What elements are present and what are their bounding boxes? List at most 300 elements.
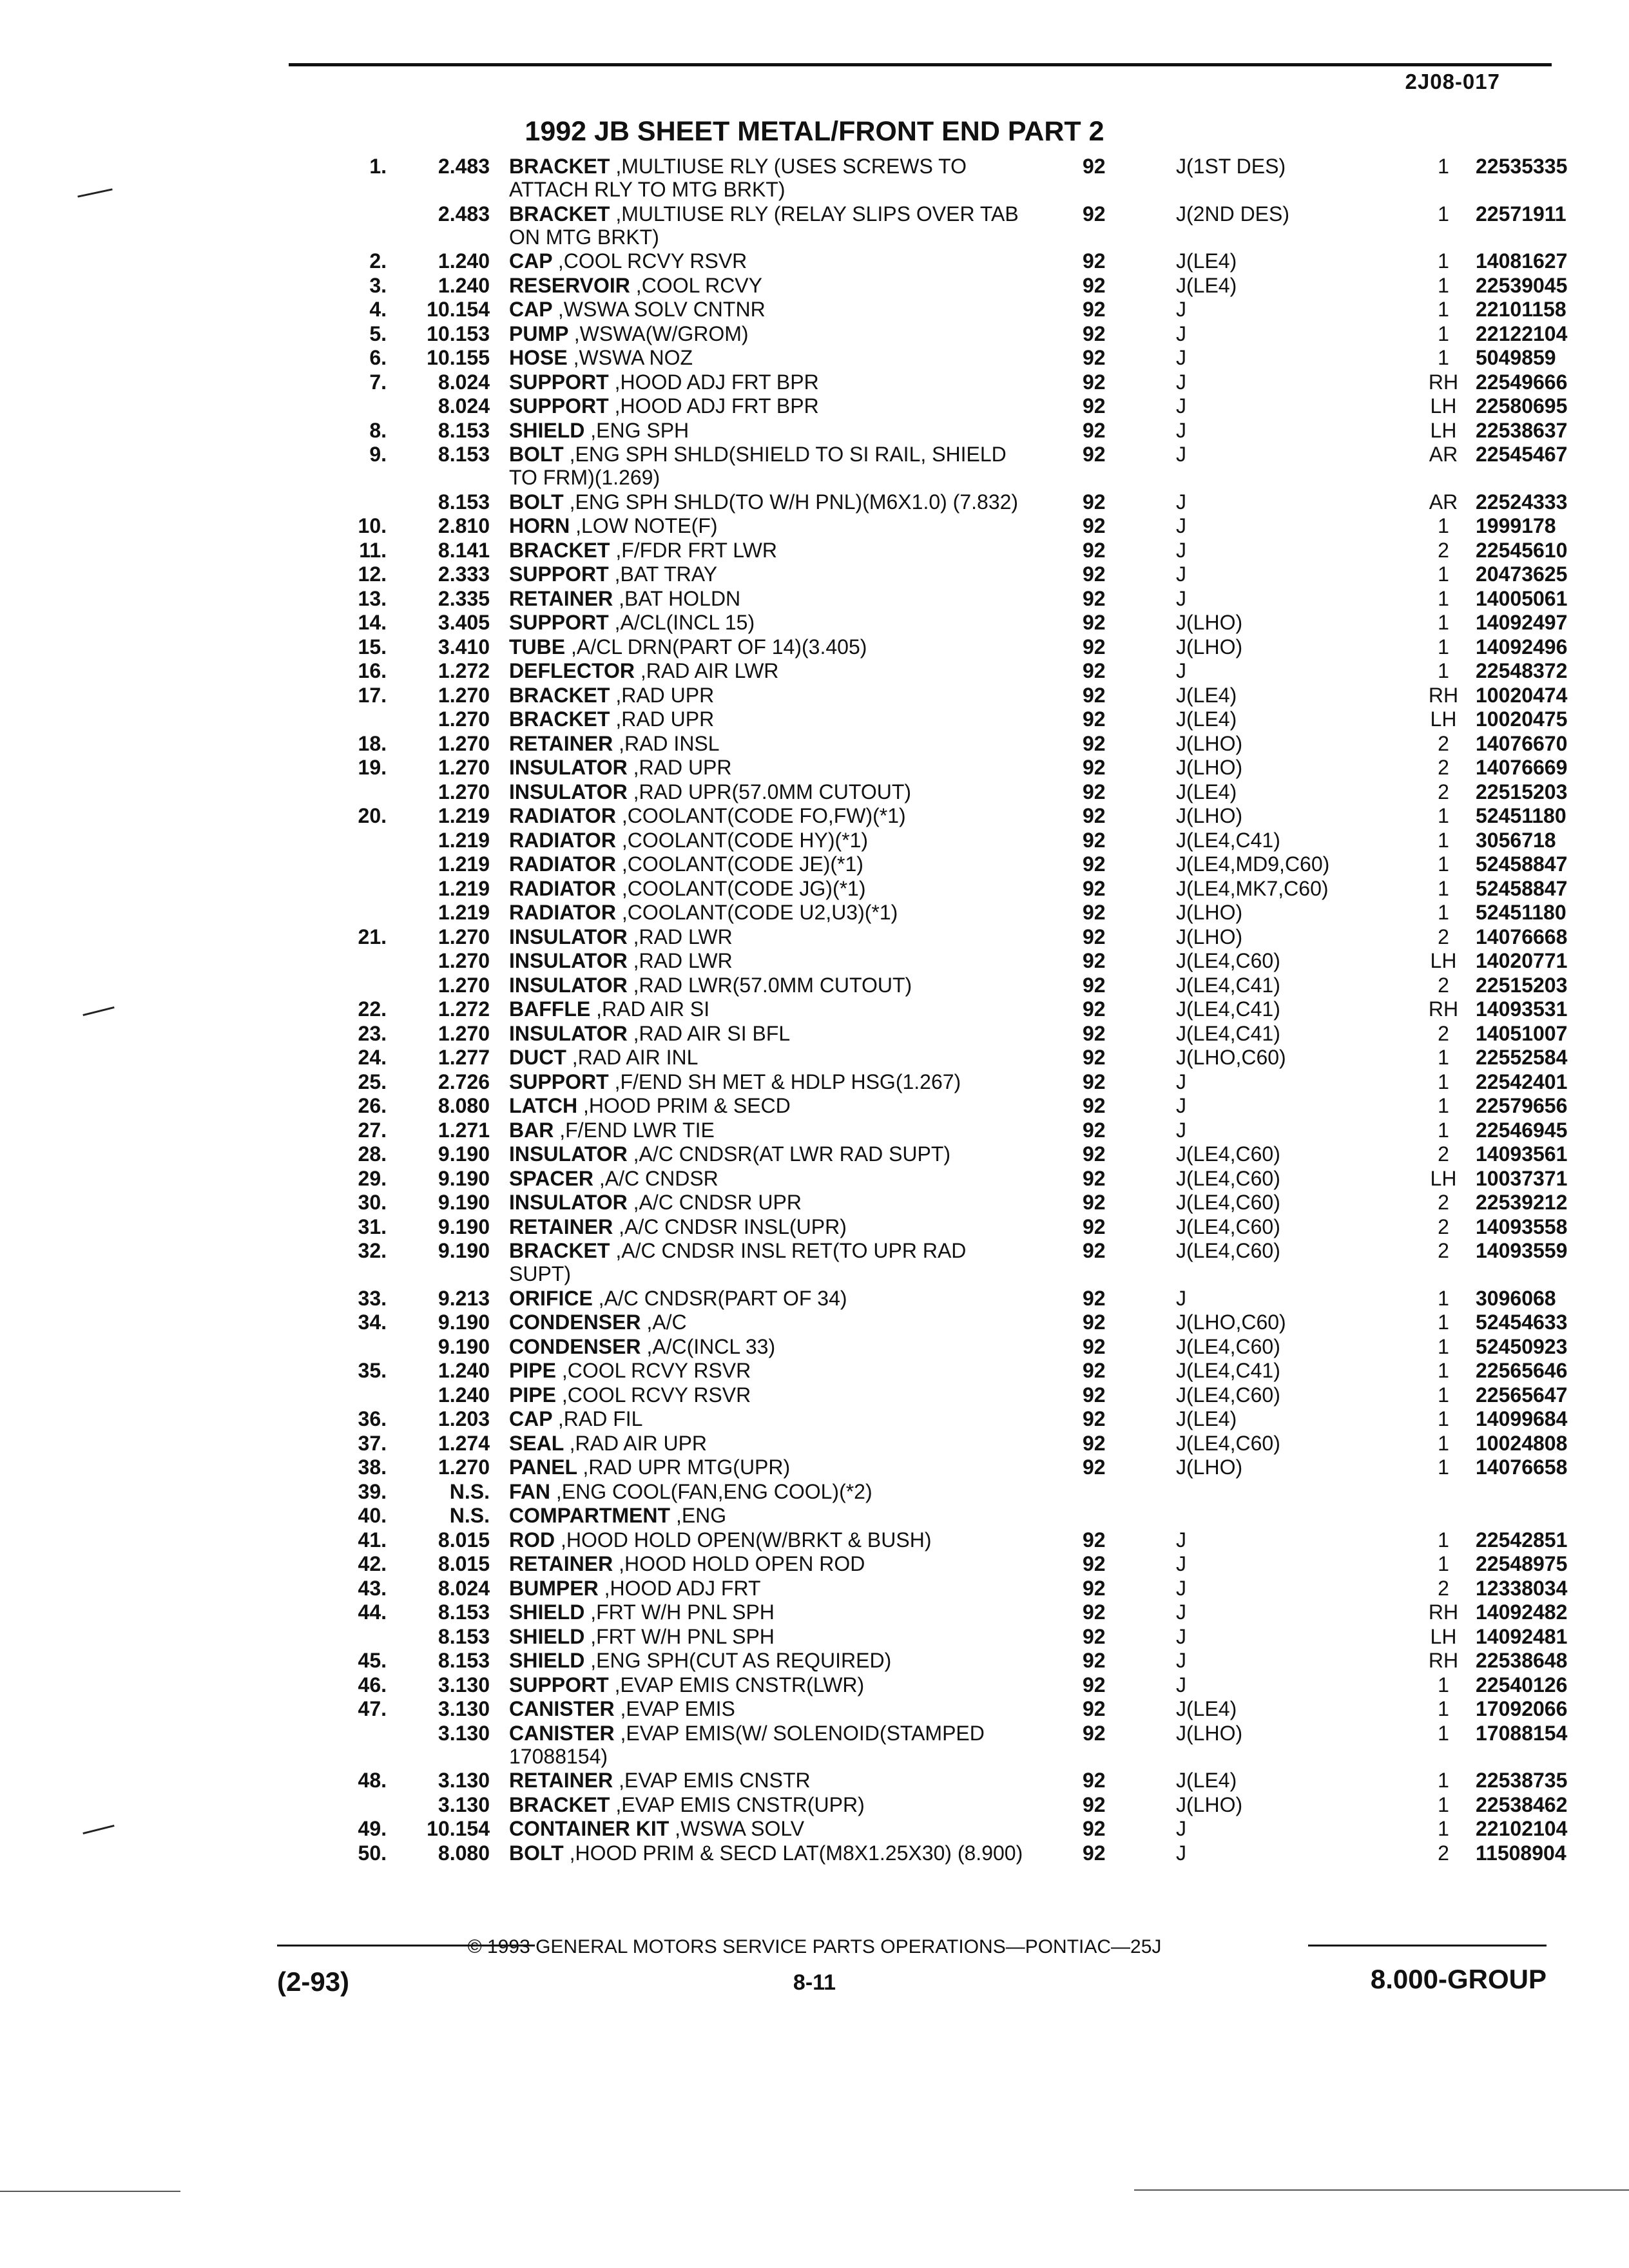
part-description xyxy=(509,322,1025,345)
model-year: 92 xyxy=(1083,1142,1106,1166)
part-description xyxy=(509,949,1025,972)
table-row xyxy=(322,1841,1566,1865)
quantity: AR xyxy=(1429,490,1458,514)
model-year: 92 xyxy=(1083,659,1106,682)
part-name: RESERVOIR xyxy=(509,273,630,297)
illustration-ref: 8.024 xyxy=(438,370,490,394)
part-detail: ,WSWA SOLV CNTNR xyxy=(557,298,766,321)
item-number: 24. xyxy=(358,1046,387,1069)
illustration-ref: 1.240 xyxy=(438,1359,490,1382)
table-row xyxy=(322,973,1568,997)
part-description xyxy=(509,1287,1025,1310)
illustration-ref: 8.153 xyxy=(438,418,490,442)
part-number: 22539045 xyxy=(1476,273,1568,297)
part-detail: ,HOOD ADJ FRT BPR xyxy=(614,394,819,418)
table-row xyxy=(322,346,1556,369)
model-year: 92 xyxy=(1083,1649,1106,1672)
part-detail: ,COOL RCVY xyxy=(635,273,762,297)
item-number: 46. xyxy=(358,1673,387,1696)
illustration-ref: 1.270 xyxy=(438,1456,490,1479)
item-number: 37. xyxy=(358,1431,387,1455)
illustration-ref: 1.270 xyxy=(438,973,490,997)
part-detail: ,RAD LWR xyxy=(633,925,733,948)
series: J xyxy=(1176,514,1186,537)
model-year: 92 xyxy=(1083,1359,1106,1382)
part-number: 22548372 xyxy=(1476,659,1568,682)
series: J(LE4,C60) xyxy=(1176,1191,1280,1214)
quantity: 1 xyxy=(1438,611,1449,634)
illustration-ref: 8.153 xyxy=(438,1600,490,1624)
quantity: 1 xyxy=(1438,1046,1449,1069)
part-description xyxy=(509,974,1025,997)
part-description xyxy=(509,1697,1025,1720)
model-year: 92 xyxy=(1083,514,1106,537)
series: J(LE4,C60) xyxy=(1176,949,1280,972)
part-detail: ,FRT W/H PNL SPH xyxy=(590,1600,775,1624)
model-year: 92 xyxy=(1083,1118,1106,1142)
model-year: 92 xyxy=(1083,443,1106,466)
table-row xyxy=(322,659,1568,682)
quantity: 2 xyxy=(1438,925,1449,948)
series: J(LE4,C41) xyxy=(1176,1021,1280,1045)
part-description xyxy=(509,684,1025,707)
item-number: 19. xyxy=(358,756,387,779)
part-number: 22515203 xyxy=(1476,973,1568,997)
model-year: 92 xyxy=(1083,1311,1106,1334)
series: J xyxy=(1176,1576,1186,1600)
model-year: 92 xyxy=(1083,1792,1106,1816)
item-number: 23. xyxy=(358,1021,387,1045)
table-row xyxy=(322,997,1568,1021)
part-detail: ,A/CL DRN(PART OF 14)(3.405) xyxy=(571,635,867,658)
part-name: CANISTER xyxy=(509,1697,615,1720)
part-detail: ,RAD AIR INL xyxy=(572,1046,699,1069)
part-name: PUMP xyxy=(509,322,568,345)
illustration-ref: 2.335 xyxy=(438,586,490,610)
model-year: 92 xyxy=(1083,538,1106,562)
part-description xyxy=(509,298,1025,321)
table-row xyxy=(322,514,1556,537)
illustration-ref: 9.190 xyxy=(438,1191,490,1214)
item-number: 3. xyxy=(369,273,387,297)
model-year: 92 xyxy=(1083,298,1106,321)
table-row xyxy=(322,1311,1568,1334)
table-row xyxy=(322,852,1568,876)
illustration-ref: 1.219 xyxy=(438,901,490,924)
bottom-rule-left xyxy=(0,2191,180,2192)
part-number: 14020771 xyxy=(1476,949,1568,972)
part-name: BOLT xyxy=(509,1841,564,1865)
table-row xyxy=(322,1191,1568,1214)
part-name: RETAINER xyxy=(509,586,613,610)
model-year: 92 xyxy=(1083,1334,1106,1358)
model-year: 92 xyxy=(1083,635,1106,658)
part-number: 22579656 xyxy=(1476,1094,1568,1117)
quantity: 1 xyxy=(1438,322,1449,345)
illustration-ref: 8.153 xyxy=(438,490,490,514)
part-number: 22538462 xyxy=(1476,1792,1568,1816)
quantity: 1 xyxy=(1438,1118,1449,1142)
table-row xyxy=(322,394,1568,418)
illustration-ref: 3.130 xyxy=(438,1673,490,1696)
illustration-ref: 3.405 xyxy=(438,611,490,634)
part-number: 22122104 xyxy=(1476,322,1568,345)
part-name: DEFLECTOR xyxy=(509,659,635,682)
part-detail: ,A/C CNDSR(PART OF 34) xyxy=(598,1286,847,1310)
part-description xyxy=(509,249,1025,273)
quantity: 1 xyxy=(1438,1769,1449,1792)
series: J(LHO) xyxy=(1176,901,1243,924)
part-detail: ,WSWA NOZ xyxy=(573,346,693,369)
quantity: 1 xyxy=(1438,249,1449,273)
model-year: 92 xyxy=(1083,273,1106,297)
table-row xyxy=(322,1431,1568,1455)
part-name: INSULATOR xyxy=(509,756,628,779)
illustration-ref: 8.080 xyxy=(438,1094,490,1117)
part-detail: ,RAD UPR xyxy=(615,707,715,731)
model-year: 92 xyxy=(1083,707,1106,731)
part-description xyxy=(509,659,1025,682)
illustration-ref: 9.190 xyxy=(438,1215,490,1238)
part-description xyxy=(509,1577,1025,1600)
part-name: BUMPER xyxy=(509,1576,599,1600)
table-row xyxy=(322,1286,1556,1310)
part-description xyxy=(509,635,1025,658)
quantity: 1 xyxy=(1438,1407,1449,1430)
series: J xyxy=(1176,1649,1186,1672)
item-number: 35. xyxy=(358,1359,387,1382)
part-description xyxy=(509,804,1025,827)
series: J(LHO) xyxy=(1176,1792,1243,1816)
part-description xyxy=(509,1673,1025,1696)
quantity: RH xyxy=(1428,370,1459,394)
part-number: 20473625 xyxy=(1476,562,1568,586)
part-description xyxy=(509,443,1025,489)
part-description xyxy=(509,346,1025,369)
part-detail: ,COOLANT(CODE HY)(*1) xyxy=(621,828,869,852)
part-name: SUPPORT xyxy=(509,562,609,586)
item-number: 5. xyxy=(369,322,387,345)
page-title: 1992 JB SHEET METAL/FRONT END PART 2 xyxy=(525,116,1104,147)
illustration-ref: 2.810 xyxy=(438,514,490,537)
part-name: SEAL xyxy=(509,1431,564,1455)
item-number: 11. xyxy=(359,538,387,562)
part-description xyxy=(509,490,1025,514)
part-number: 14093559 xyxy=(1476,1239,1568,1262)
quantity: 1 xyxy=(1438,1070,1449,1093)
illustration-ref: 10.155 xyxy=(427,346,490,369)
item-number: 16. xyxy=(358,659,387,682)
illustration-ref: 1.219 xyxy=(438,804,490,827)
part-name: COMPARTMENT xyxy=(509,1504,671,1527)
illustration-ref: 1.270 xyxy=(438,949,490,972)
model-year: 92 xyxy=(1083,1286,1106,1310)
quantity: 2 xyxy=(1438,780,1449,803)
series: J(LHO) xyxy=(1176,756,1243,779)
model-year: 92 xyxy=(1083,346,1106,369)
part-number: 52450923 xyxy=(1476,1334,1568,1358)
model-year: 92 xyxy=(1083,901,1106,924)
table-row xyxy=(322,1021,1568,1045)
series: J(LE4,C60) xyxy=(1176,1239,1280,1262)
item-number: 42. xyxy=(358,1552,387,1575)
item-number: 6. xyxy=(369,346,387,369)
table-row xyxy=(322,707,1568,731)
table-row xyxy=(322,1383,1568,1407)
part-description xyxy=(509,1841,1025,1865)
part-number: 22548975 xyxy=(1476,1552,1568,1575)
illustration-ref: 8.153 xyxy=(438,1624,490,1648)
item-number: 12. xyxy=(358,562,387,586)
bottom-rule-right xyxy=(1134,2189,1629,2191)
part-name: SHIELD xyxy=(509,1649,585,1672)
part-number: 52451180 xyxy=(1476,901,1566,924)
series: J(LE4,C60) xyxy=(1176,1166,1280,1190)
part-number: 22580695 xyxy=(1476,394,1568,418)
part-number: 22538735 xyxy=(1476,1769,1568,1792)
table-row xyxy=(322,949,1568,972)
table-row xyxy=(322,1407,1568,1430)
quantity: 1 xyxy=(1438,586,1449,610)
part-detail: ,ENG SPH SHLD(TO W/H PNL)(M6X1.0) (7.832) xyxy=(569,490,1019,514)
part-name: PANEL xyxy=(509,1456,577,1479)
table-row xyxy=(322,490,1568,514)
group-number: 8.000-GROUP xyxy=(1370,1964,1547,1994)
part-number: 17092066 xyxy=(1476,1697,1568,1720)
part-detail: ,FRT W/H PNL SPH xyxy=(590,1624,775,1648)
part-name: BRACKET xyxy=(509,1792,610,1816)
quantity: RH xyxy=(1428,683,1459,707)
illustration-ref: 8.024 xyxy=(438,394,490,418)
table-row xyxy=(322,1215,1568,1238)
part-description xyxy=(509,1359,1025,1382)
part-detail: ,WSWA(W/GROM) xyxy=(574,322,749,345)
illustration-ref: 9.213 xyxy=(438,1286,490,1310)
part-detail: ,RAD INSL xyxy=(619,731,720,755)
series: J(LE4,C60) xyxy=(1176,1431,1280,1455)
table-row xyxy=(322,1359,1568,1382)
part-number: 22524333 xyxy=(1476,490,1568,514)
part-number: 22549666 xyxy=(1476,370,1568,394)
series: J xyxy=(1176,1817,1186,1840)
quantity: 2 xyxy=(1438,973,1449,997)
part-detail: ,RAD LWR(57.0MM CUTOUT) xyxy=(633,973,912,997)
part-detail: ,RAD AIR SI xyxy=(596,997,710,1021)
part-detail: ,RAD UPR(57.0MM CUTOUT) xyxy=(633,780,912,803)
series: J(LE4,C60) xyxy=(1176,1215,1280,1238)
part-description xyxy=(509,997,1025,1021)
part-description xyxy=(509,419,1025,442)
part-description xyxy=(509,1480,1025,1503)
quantity: 2 xyxy=(1438,1215,1449,1238)
series: J xyxy=(1176,1624,1186,1648)
item-number: 40. xyxy=(358,1504,387,1527)
quantity: LH xyxy=(1430,1624,1457,1648)
illustration-ref: 2.483 xyxy=(438,155,490,178)
part-number: 17088154 xyxy=(1476,1721,1568,1745)
table-row xyxy=(322,1456,1568,1479)
model-year: 92 xyxy=(1083,394,1106,418)
illustration-ref: 1.270 xyxy=(438,756,490,779)
part-name: RADIATOR xyxy=(509,876,616,900)
part-detail: ,F/END LWR TIE xyxy=(559,1118,715,1142)
part-name: RETAINER xyxy=(509,1769,613,1792)
illustration-ref: 1.219 xyxy=(438,828,490,852)
series: J xyxy=(1176,394,1186,418)
part-description xyxy=(509,1432,1025,1455)
part-number: 14051007 xyxy=(1476,1021,1568,1045)
part-number: 22101158 xyxy=(1476,298,1566,321)
part-detail: ,ENG COOL(FAN,ENG COOL)(*2) xyxy=(555,1479,872,1503)
part-detail: ,A/C CNDSR INSL RET(TO UPR RAD SUPT) xyxy=(509,1239,967,1285)
item-number: 34. xyxy=(358,1311,387,1334)
part-detail: ,HOOD PRIM & SECD LAT(M8X1.25X30) (8.900) xyxy=(569,1841,1023,1865)
model-year: 92 xyxy=(1083,586,1106,610)
table-row xyxy=(322,828,1556,852)
page-number: 8-11 xyxy=(793,1970,836,1995)
item-number: 8. xyxy=(369,418,387,442)
part-detail: ,HOOD ADJ FRT xyxy=(604,1576,761,1600)
part-name: SHIELD xyxy=(509,1624,585,1648)
quantity: 1 xyxy=(1438,659,1449,682)
part-detail: ,F/END SH MET & HDLP HSG(1.267) xyxy=(614,1070,961,1093)
model-year: 92 xyxy=(1083,1624,1106,1648)
part-detail: ,LOW NOTE(F) xyxy=(575,514,718,537)
series: J(LE4,C60) xyxy=(1176,1142,1280,1166)
series: J xyxy=(1176,1673,1186,1696)
part-description xyxy=(509,394,1025,418)
table-row xyxy=(322,1142,1568,1166)
part-description xyxy=(509,587,1025,610)
part-name: BRACKET xyxy=(509,202,610,226)
part-description xyxy=(509,1167,1025,1190)
part-detail: ,COOL RCVY RSVR xyxy=(561,1359,751,1382)
quantity: 1 xyxy=(1438,1697,1449,1720)
part-name: BRACKET xyxy=(509,683,610,707)
part-name: SHIELD xyxy=(509,418,585,442)
part-number: 10020474 xyxy=(1476,683,1568,707)
series: J(LHO) xyxy=(1176,611,1243,634)
illustration-ref: 3.130 xyxy=(438,1697,490,1720)
series: J xyxy=(1176,370,1186,394)
model-year: 92 xyxy=(1083,1817,1106,1840)
table-row xyxy=(322,538,1568,562)
part-name: INSULATOR xyxy=(509,973,628,997)
quantity: 1 xyxy=(1438,1431,1449,1455)
model-year: 92 xyxy=(1083,1191,1106,1214)
table-row xyxy=(322,1624,1568,1648)
series: J xyxy=(1176,298,1186,321)
illustration-ref: 9.190 xyxy=(438,1311,490,1334)
series: J xyxy=(1176,1600,1186,1624)
part-number: 14093561 xyxy=(1476,1142,1568,1166)
part-description xyxy=(509,1625,1025,1648)
part-description xyxy=(509,1215,1025,1238)
part-number: 22102104 xyxy=(1476,1817,1568,1840)
part-name: CONDENSER xyxy=(509,1334,641,1358)
part-detail: ,A/C CNDSR(AT LWR RAD SUPT) xyxy=(633,1142,951,1166)
part-name: SPACER xyxy=(509,1166,593,1190)
quantity: 1 xyxy=(1438,202,1449,226)
part-name: LATCH xyxy=(509,1094,578,1117)
table-row xyxy=(322,418,1568,442)
item-number: 25. xyxy=(358,1070,387,1093)
illustration-ref: 1.270 xyxy=(438,683,490,707)
part-number: 22571911 xyxy=(1476,202,1566,226)
item-number: 26. xyxy=(358,1094,387,1117)
quantity: 1 xyxy=(1438,852,1449,876)
part-name: INSULATOR xyxy=(509,1142,628,1166)
table-row xyxy=(322,1046,1568,1069)
quantity: 1 xyxy=(1438,1456,1449,1479)
model-year: 92 xyxy=(1083,418,1106,442)
part-name: RADIATOR xyxy=(509,901,616,924)
item-number: 1. xyxy=(369,155,387,178)
quantity: 1 xyxy=(1438,1286,1449,1310)
quantity: 1 xyxy=(1438,1528,1449,1552)
quantity: 2 xyxy=(1438,1239,1449,1262)
model-year: 92 xyxy=(1083,1673,1106,1696)
part-name: INSULATOR xyxy=(509,925,628,948)
quantity: 1 xyxy=(1438,804,1449,827)
part-description xyxy=(509,780,1025,803)
part-number: 52454633 xyxy=(1476,1311,1568,1334)
series: J(LE4,C41) xyxy=(1176,973,1280,997)
part-description xyxy=(509,756,1025,779)
part-name: RADIATOR xyxy=(509,828,616,852)
part-name: INSULATOR xyxy=(509,1191,628,1214)
part-number: 14092496 xyxy=(1476,635,1568,658)
header-rule xyxy=(289,63,1552,66)
quantity: LH xyxy=(1430,949,1457,972)
illustration-ref: 3.130 xyxy=(438,1769,490,1792)
series: J(LE4) xyxy=(1176,707,1237,731)
illustration-ref: 8.153 xyxy=(438,1649,490,1672)
item-number: 41. xyxy=(358,1528,387,1552)
quantity: LH xyxy=(1430,707,1457,731)
illustration-ref: 1.277 xyxy=(438,1046,490,1069)
part-number: 22545610 xyxy=(1476,538,1568,562)
illustration-ref: 3.130 xyxy=(438,1721,490,1745)
part-number: 14005061 xyxy=(1476,586,1568,610)
part-description xyxy=(509,202,1025,249)
part-number: 14076668 xyxy=(1476,925,1568,948)
table-row xyxy=(322,683,1568,707)
part-number: 22542401 xyxy=(1476,1070,1568,1093)
illustration-ref: 8.080 xyxy=(438,1841,490,1865)
table-row xyxy=(322,370,1568,394)
item-number: 50. xyxy=(358,1841,387,1865)
part-name: RADIATOR xyxy=(509,852,616,876)
illustration-ref: 8.015 xyxy=(438,1552,490,1575)
quantity: 2 xyxy=(1438,538,1449,562)
illustration-ref: 10.154 xyxy=(427,1817,490,1840)
table-row xyxy=(322,925,1568,948)
item-number: 21. xyxy=(358,925,387,948)
table-row xyxy=(322,635,1568,658)
part-description xyxy=(509,1119,1025,1142)
quantity: 1 xyxy=(1438,828,1449,852)
part-name: CANISTER xyxy=(509,1721,615,1745)
table-row xyxy=(322,322,1568,345)
part-detail: ,ENG SPH xyxy=(590,418,689,442)
part-number: 1999178 xyxy=(1476,514,1556,537)
series: J(LHO) xyxy=(1176,925,1243,948)
part-name: ORIFICE xyxy=(509,1286,593,1310)
part-number: 22540126 xyxy=(1476,1673,1568,1696)
quantity: 1 xyxy=(1438,876,1449,900)
part-name: CAP xyxy=(509,298,552,321)
